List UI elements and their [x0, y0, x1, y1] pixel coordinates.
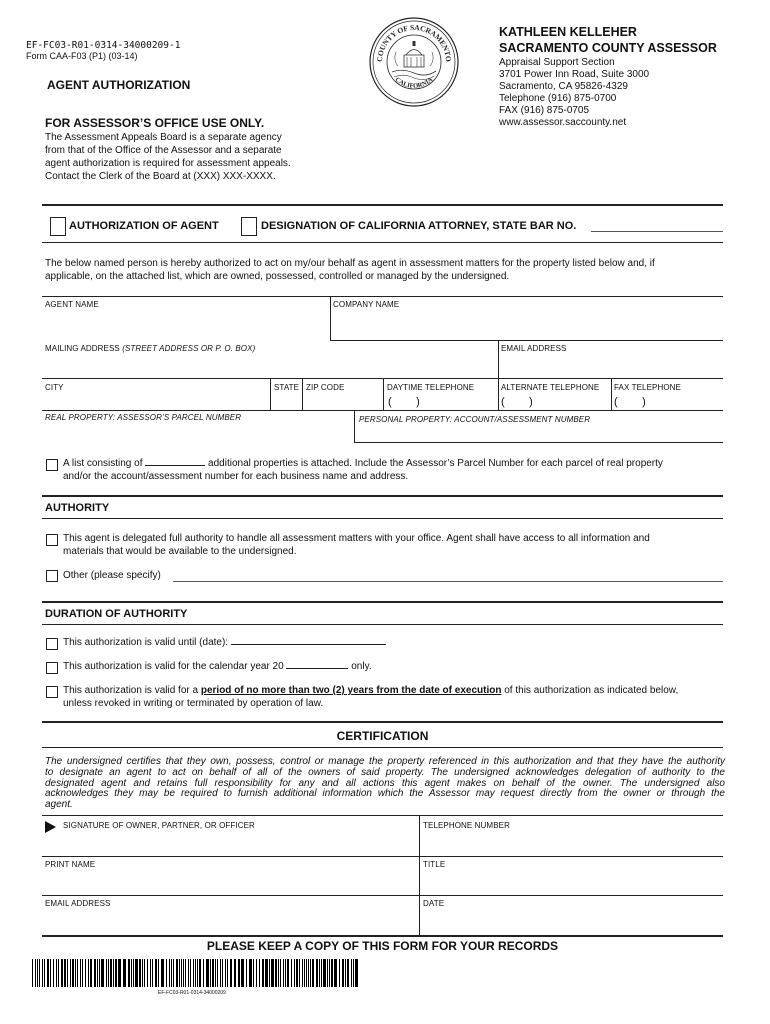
telephone-number-field[interactable] [420, 833, 723, 855]
signature-arrow-icon [45, 821, 56, 833]
calendar-year-field[interactable] [286, 668, 348, 669]
email-address-label: EMAIL ADDRESS [501, 344, 567, 353]
title-label: TITLE [423, 860, 446, 869]
form-code: EF-FC03-R01-0314-34000209-1 [26, 40, 181, 51]
seal-bottom-text: CALIFORNIA [393, 76, 435, 90]
other-authority-field[interactable] [173, 581, 723, 582]
state-field[interactable] [271, 394, 302, 408]
designation-attorney-label: DESIGNATION OF CALIFORNIA ATTORNEY, STATE BAR NO. [261, 220, 577, 232]
signature-field[interactable] [42, 833, 419, 855]
company-name-label: COMPANY NAME [333, 300, 400, 309]
assessor-address: Appraisal Support Section 3701 Power Inn Road, Suite 3000 Sacramento, CA 95826-4329 Telephone (916) 875-0700 FAX (916) 875-0705 www.assessor.saccounty.net [499, 57, 650, 128]
office-use-heading: FOR ASSESSOR’S OFFICE USE ONLY. [45, 116, 265, 130]
full-authority-checkbox[interactable] [46, 534, 58, 546]
alternate-telephone-label: ALTERNATE TELEPHONE [501, 383, 600, 392]
personal-property-label: PERSONAL PROPERTY: ACCOUNT/ASSESSMENT NUMBER [359, 415, 591, 424]
city-label: CITY [45, 383, 64, 392]
print-name-label: PRINT NAME [45, 860, 96, 869]
full-authority-text: This agent is delegated full authority to handle all assessment matters with your office. Agent shall have access to all information and materials that would be available to the undersigned. [63, 533, 650, 557]
authorization-of-agent-checkbox[interactable] [50, 217, 66, 236]
certification-heading: CERTIFICATION [336, 729, 429, 743]
date-field[interactable] [420, 911, 723, 935]
telephone-number-label: TELEPHONE NUMBER [423, 821, 510, 830]
appeals-notice: The Assessment Appeals Board is a separate agency from that of the Office of the Assessor and a separate agent authorization is required for assessment appeals. Contact the Clerk of the Board at (XXX) XXX-XXXX. [45, 132, 291, 182]
other-authority-checkbox[interactable] [46, 570, 58, 582]
daytime-telephone-label: DAYTIME TELEPHONE [387, 383, 475, 392]
title-field[interactable] [420, 872, 723, 894]
owner-email-label: EMAIL ADDRESS [45, 899, 111, 908]
valid-until-text: This authorization is valid until (date): [63, 637, 386, 650]
seal-top-text: COUNTY OF SACRAMENTO [374, 22, 454, 63]
keep-copy-notice: PLEASE KEEP A COPY OF THIS FORM FOR YOUR RECORDS [206, 939, 559, 953]
agent-name-field[interactable] [42, 297, 330, 340]
signature-label: SIGNATURE OF OWNER, PARTNER, OR OFFICER [63, 821, 255, 830]
attached-list-checkbox[interactable] [46, 459, 58, 471]
calendar-year-text: This authorization is valid for the calendar year 20 only. [63, 661, 372, 672]
alternate-telephone-field[interactable]: ( ) [501, 396, 533, 408]
daytime-telephone-field[interactable]: ( ) [388, 396, 420, 408]
calendar-year-checkbox[interactable] [46, 662, 58, 674]
designation-attorney-checkbox[interactable] [241, 217, 257, 236]
fax-telephone-field[interactable]: ( ) [614, 396, 646, 408]
authorization-of-agent-label: AUTHORIZATION OF AGENT [69, 220, 219, 232]
barcode-text: EF-FC03-R01-0314-34000209 [158, 990, 226, 996]
agent-name-label: AGENT NAME [45, 300, 99, 309]
page-title: AGENT AUTHORIZATION [47, 78, 191, 92]
mailing-address-label: MAILING ADDRESS (STREET ADDRESS OR P. O. BOX) [45, 344, 256, 353]
assessor-title: SACRAMENTO COUNTY ASSESSOR [499, 41, 717, 55]
two-year-period-text: This authorization is valid for a period of no more than two (2) years from the date of execution of this authorization as indicated below, unless revoked in writing or terminated by operation of law. [63, 685, 679, 709]
email-address-field[interactable] [499, 355, 723, 377]
barcode [32, 959, 358, 987]
additional-properties-count-field[interactable] [145, 465, 205, 466]
state-label: STATE [274, 383, 300, 392]
valid-until-date-field[interactable] [231, 644, 386, 645]
real-property-label: REAL PROPERTY: ASSESSOR’S PARCEL NUMBER [45, 413, 242, 422]
assessor-name: KATHLEEN KELLEHER [499, 25, 637, 39]
zip-code-field[interactable] [303, 394, 383, 408]
fax-telephone-label: FAX TELEPHONE [614, 383, 681, 392]
authority-heading: AUTHORITY [45, 502, 110, 514]
personal-property-field[interactable] [355, 427, 723, 442]
attached-list-text: A list consisting of additional properties is attached. Include the Assessor’s Parcel Number for each parcel of real property and/or the account/assessment number for each business name and address. [63, 458, 663, 482]
date-label: DATE [423, 899, 445, 908]
print-name-field[interactable] [42, 872, 419, 894]
form-id: Form CAA-F03 (P1) (03-14) [26, 51, 138, 61]
zip-code-label: ZIP CODE [306, 383, 345, 392]
owner-email-field[interactable] [42, 911, 419, 935]
company-name-field[interactable] [331, 297, 723, 340]
certification-text: The undersigned certifies that they own, possess, control or manage the property referenced in this authorization and that they have the authority to designate an agent to act on behalf of all of the owners of said property. The undersigned acknowledges delegation of authority to the designated agent and retains full responsibility for any and all actions this agent makes on behalf of the owner. The undersigned also acknowledges they may be required to furnish additional information which the Assessor may request directly from the owner or through the agent. [45, 756, 725, 811]
county-seal [368, 16, 460, 108]
real-property-field[interactable] [42, 424, 354, 442]
mailing-address-field[interactable] [42, 355, 498, 377]
city-field[interactable] [42, 394, 270, 408]
state-bar-number-field[interactable] [591, 231, 723, 232]
valid-until-checkbox[interactable] [46, 638, 58, 650]
other-authority-label: Other (please specify) [63, 570, 161, 581]
intro-text: The below named person is hereby authorized to act on my/our behalf as agent in assessment matters for the property listed below and, if applicable, on the attached list, which are owned, possessed, controlled or managed by the undersigned. [45, 258, 655, 282]
two-year-period-checkbox[interactable] [46, 686, 58, 698]
duration-heading: DURATION OF AUTHORITY [45, 608, 188, 620]
